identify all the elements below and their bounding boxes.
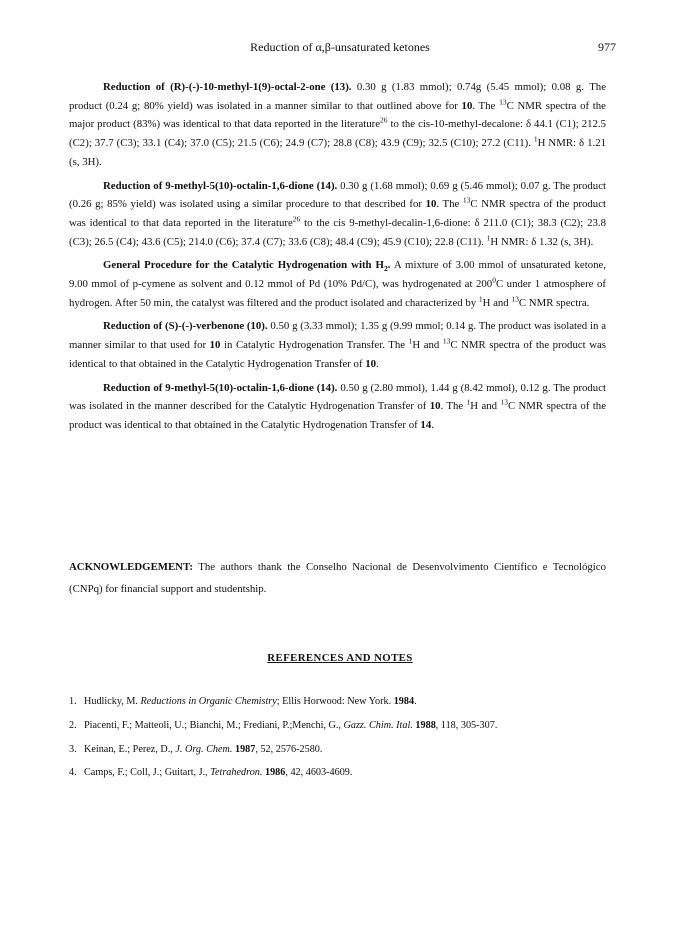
reference-year: 1987 bbox=[234, 743, 256, 755]
reference-item bbox=[69, 714, 609, 738]
paragraph-lead: Reduction of (S)-(-)-verbenone (10). bbox=[103, 320, 268, 333]
paragraph-text: C NMR spectra. bbox=[518, 296, 590, 309]
reference-number: 4. bbox=[69, 767, 77, 779]
paragraph-reduction-10 bbox=[69, 317, 606, 373]
page-number: 977 bbox=[598, 40, 616, 54]
reference-authors: Camps, F.; Coll, J.; Guitart, J., bbox=[84, 767, 211, 779]
paragraph-reduction-14-hydrogenation bbox=[69, 379, 606, 435]
paragraph-reduction-14 bbox=[69, 177, 606, 252]
acknowledgement bbox=[69, 556, 606, 600]
reference-year: 1986 bbox=[264, 767, 286, 779]
paragraph-text: 0.30 g (1.68 mmol); 0.69 g (5.46 mmol); 0.07 g. The product (0.26 g; 85% yield) was isolated using a similar procedure to that described for bbox=[69, 179, 606, 211]
superscript: 13 bbox=[511, 294, 519, 304]
superscript: 0 bbox=[492, 275, 496, 285]
paragraph-text: H NMR: δ 1.32 (s, 3H). bbox=[490, 235, 594, 248]
references-heading: REFERENCES AND NOTES bbox=[267, 652, 413, 664]
paragraph-text: A mixture of 3.00 mmol of unsaturated ketone, 9.00 mmol of p-cymene as solvent and 0.12 mmol of Pd (10% Pd/C), was hydrogenated at 200 bbox=[69, 259, 607, 291]
acknowledgement-text: The authors thank the Conselho Nacional de Desenvolvimento Científico e Tecnológico (CNPq) for financial support and studentship. bbox=[69, 561, 606, 595]
paragraph-general-procedure bbox=[69, 256, 606, 312]
paragraph-lead: Reduction of 9-methyl-5(10)-octalin-1,6-dione (14). bbox=[103, 381, 338, 394]
acknowledgement-label: ACKNOWLEDGEMENT: bbox=[69, 561, 193, 573]
compound-number: 14 bbox=[420, 418, 432, 431]
paragraph-text: C NMR spectra of the product was identical to that data reported in the literature bbox=[69, 198, 606, 229]
paragraph-text: C NMR spectra of the product was identical to that obtained in the Catalytic Hydrogenation Transfer of bbox=[69, 400, 606, 431]
paragraph-lead: Reduction of (R)-(-)-10-methyl-1(9)-octal-2-one (13). bbox=[103, 81, 352, 93]
compound-number: 10 bbox=[461, 99, 473, 112]
paragraph-text: . The bbox=[440, 400, 467, 413]
reference-source: Gazz. Chim. Ital. bbox=[343, 719, 413, 731]
reference-item bbox=[69, 761, 609, 785]
compound-number: 10 bbox=[429, 400, 441, 413]
citation-superscript: 26 bbox=[292, 214, 301, 224]
paragraph-text: . The bbox=[472, 99, 500, 112]
paragraph-text: in Catalytic Hydrogenation Transfer. The bbox=[220, 339, 409, 352]
reference-list bbox=[69, 690, 609, 785]
reference-text: , 52, 2576-2580. bbox=[255, 743, 323, 755]
paragraph-text: C under 1 atmosphere of hydrogen. After 50 min, the catalyst was filtered and the product isolated and characterized by bbox=[69, 278, 606, 309]
reference-number: 1. bbox=[69, 696, 77, 707]
paragraph-lead: Reduction of 9-methyl-5(10)-octalin-1,6-dione (14). bbox=[103, 179, 338, 192]
reference-number: 3. bbox=[69, 743, 77, 755]
paragraph-text: C NMR spectra of the major product (83%) was identical to that data reported in the literature bbox=[69, 99, 606, 131]
reference-year: 1988 bbox=[415, 719, 436, 731]
experimental-section bbox=[69, 78, 606, 440]
reference-source: Tetrahedron. bbox=[210, 767, 263, 779]
paragraph-text: 0.50 g (2.80 mmol), 1.44 g (8.42 mmol), 0.12 g. The product was isolated in the manner described for the Catalytic Hydrogenation Transfer of bbox=[69, 381, 607, 413]
paragraph-text: H NMR: δ 1.21 (s, 3H). bbox=[69, 137, 606, 168]
superscript: 13 bbox=[442, 336, 451, 346]
paragraph-text: . The bbox=[436, 198, 463, 211]
superscript: 13 bbox=[462, 195, 471, 205]
superscript: 1 bbox=[486, 233, 491, 243]
paragraph-text: H and bbox=[412, 339, 443, 352]
compound-number: 10 bbox=[365, 357, 377, 370]
reference-text: , 42, 4603-4609. bbox=[285, 767, 353, 779]
paragraph-text: H and bbox=[470, 400, 501, 413]
paragraph-reduction-13 bbox=[69, 78, 606, 172]
superscript: 1 bbox=[533, 134, 538, 144]
paragraph-text: 0.30 g (1.83 mmol); 0.74g (5.45 mmol); 0.08 g. The product (0.24 g; 80% yield) was isolated in a manner similar to that outlined above for bbox=[69, 81, 606, 112]
lead-text: General Procedure for the Catalytic Hydrogenation with H bbox=[103, 259, 384, 272]
reference-source: J. Org. Chem. bbox=[175, 743, 233, 755]
reference-authors: Piacenti, F.; Matteoli, U.; Bianchi, M.; Frediani, P.;Menchi, G., bbox=[84, 719, 344, 731]
superscript: 1 bbox=[408, 336, 413, 346]
paragraph-text: C NMR spectra of the product was identical to that obtained in the Catalytic Hydrogenation Transfer of bbox=[69, 339, 606, 370]
reference-item bbox=[69, 738, 609, 762]
compound-number: 10 bbox=[425, 198, 437, 211]
superscript: 13 bbox=[499, 97, 507, 107]
reference-item bbox=[69, 690, 609, 714]
superscript: 1 bbox=[478, 294, 483, 304]
reference-authors: Keinan, E.; Perez, D., bbox=[84, 743, 176, 755]
paragraph-text: H and bbox=[482, 296, 512, 309]
paragraph-text: . bbox=[376, 357, 379, 370]
paragraph-lead bbox=[103, 259, 391, 274]
lead-text: . bbox=[387, 259, 391, 272]
reference-number: 2. bbox=[69, 719, 77, 731]
paragraph-text: . bbox=[431, 418, 434, 431]
superscript: 1 bbox=[466, 397, 471, 407]
reference-text: , 118, 305-307. bbox=[435, 719, 498, 731]
reference-source: Reductions in Organic Chemistry bbox=[140, 696, 277, 707]
superscript: 13 bbox=[500, 397, 508, 407]
running-header-title: Reduction of α,β-unsaturated ketones bbox=[250, 40, 430, 54]
reference-year: 1984 bbox=[393, 696, 415, 707]
citation-superscript: 26 bbox=[380, 115, 388, 125]
reference-text: ; Ellis Horwood: New York. bbox=[276, 696, 394, 707]
subscript: 2 bbox=[383, 264, 388, 274]
paragraph-text: 0.50 g (3.33 mmol); 1.35 g (9.99 mmol; 0.14 g. The product was isolated in a manner similar to that used for bbox=[69, 320, 606, 352]
compound-number: 10 bbox=[209, 339, 221, 352]
reference-text: . bbox=[414, 696, 417, 707]
paragraph-text: to the cis 9-methyl-decalin-1,6-dione: δ 211.0 (C1); 38.3 (C2); 23.8 (C3); 26.5 (C4); 43.6 (C5); 214.0 (C6); 37.4 (C7); 33.6 (C8); 48.4 (C9); 45.9 (C10); 22.8 (C11). bbox=[69, 216, 606, 248]
paragraph-text: to the cis-10-methyl-decalone: δ 44.1 (C1); 212.5 (C2); 37.7 (C3); 33.1 (C4); 37.0 (C5); 21.5 (C6); 24.9 (C7); 28.8 (C8); 43.9 (C9); 32.5 (C10); 27.2 (C11). bbox=[69, 118, 606, 150]
reference-authors: Hudlicky, M. bbox=[84, 696, 141, 707]
